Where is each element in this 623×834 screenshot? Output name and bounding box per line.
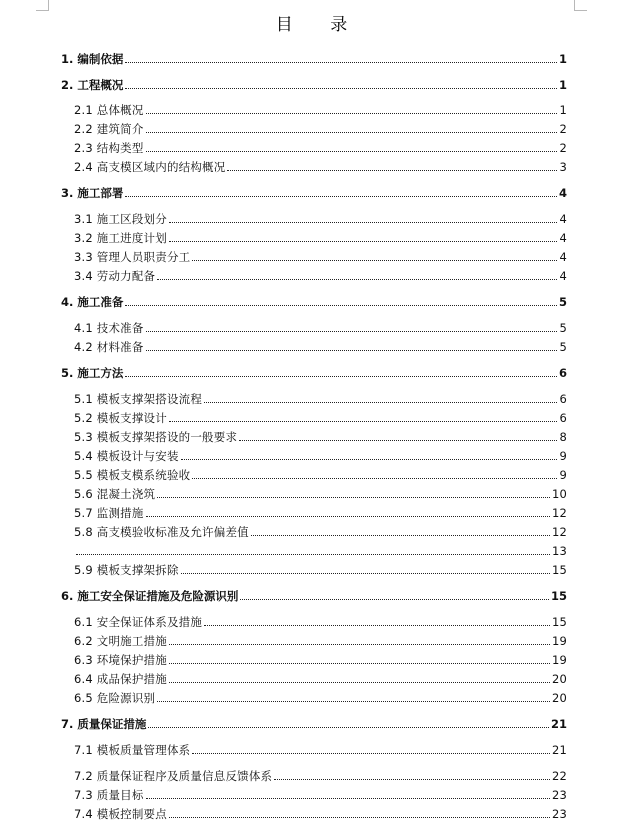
- toc-page-number: 13: [551, 544, 567, 558]
- toc-page-number: 20: [551, 672, 567, 686]
- dot-leader: [146, 330, 558, 332]
- toc-section-entry[interactable]: [61, 101, 567, 117]
- toc-page-number: 4: [558, 186, 567, 200]
- dot-leader: [169, 221, 558, 223]
- toc-entry-title: 2.4 高支模区域内的结构概况: [74, 160, 226, 174]
- toc-page-number: 12: [551, 506, 567, 520]
- toc-page-number: 15: [551, 563, 567, 577]
- dot-leader: [146, 131, 558, 133]
- toc-entry-title: 5.2 模板支撑设计: [74, 411, 167, 425]
- toc-chapter-entry[interactable]: [61, 715, 567, 731]
- dot-leader: [204, 401, 557, 403]
- toc-section-entry[interactable]: [61, 741, 567, 757]
- toc-page-number: 20: [551, 691, 567, 705]
- toc-page-number: 15: [551, 615, 567, 629]
- toc-entry-title: 3.3 管理人员职责分工: [74, 250, 191, 264]
- toc-section-entry[interactable]: [61, 139, 567, 155]
- dot-leader: [181, 458, 558, 460]
- toc-page-number: 9: [559, 449, 567, 463]
- toc-entry-title: 7.4 模板控制要点: [74, 807, 167, 821]
- dot-leader: [125, 304, 557, 306]
- dot-leader: [146, 797, 550, 799]
- toc-entry-title: 5.7 监测措施: [74, 506, 144, 520]
- toc-section-entry[interactable]: [61, 248, 567, 264]
- toc-section-entry[interactable]: [61, 523, 567, 539]
- toc-chapter-entry[interactable]: [61, 50, 567, 66]
- toc-page-number: 23: [551, 807, 567, 821]
- toc-entry-title: 4. 施工准备: [61, 295, 124, 309]
- toc-entry-title: 7.2 质量保证程序及质量信息反馈体系: [74, 769, 273, 783]
- toc-entry-title: 7.1 模板质量管理体系: [74, 743, 191, 757]
- dot-leader: [157, 496, 550, 498]
- toc-entry-title: 6.2 文明施工措施: [74, 634, 167, 648]
- toc-entry-title: 3.4 劳动力配备: [74, 269, 156, 283]
- toc-page-number: 19: [551, 634, 567, 648]
- toc-page-number: 6: [559, 392, 567, 406]
- toc-entry-title: 3.2 施工进度计划: [74, 231, 167, 245]
- toc-entry-title: 3. 施工部署: [61, 186, 124, 200]
- dot-leader: [125, 375, 557, 377]
- toc-entry-title: 3.1 施工区段划分: [74, 212, 167, 226]
- toc-page-number: 4: [559, 269, 567, 283]
- dot-leader: [76, 553, 550, 555]
- dot-leader: [240, 598, 549, 600]
- toc-section-entry[interactable]: [61, 542, 567, 558]
- toc-page-number: 4: [559, 212, 567, 226]
- toc-page-number: 1: [558, 78, 567, 92]
- toc-section-entry[interactable]: [61, 390, 567, 406]
- toc-entry-title: 4.1 技术准备: [74, 321, 144, 335]
- toc-entry-title: 7.3 质量目标: [74, 788, 144, 802]
- toc-page-number: 1: [559, 103, 567, 117]
- toc-entry-title: 5.8 高支模验收标准及允许偏差值: [74, 525, 249, 539]
- toc-entry-title: 2.2 建筑简介: [74, 122, 144, 136]
- toc-page-number: 19: [551, 653, 567, 667]
- toc-section-entry[interactable]: [61, 632, 567, 648]
- dot-leader: [169, 681, 550, 683]
- toc-section-entry[interactable]: [61, 210, 567, 226]
- toc-entry-title: 5.4 模板设计与安装: [74, 449, 179, 463]
- dot-leader: [146, 349, 558, 351]
- toc-section-entry[interactable]: [61, 670, 567, 686]
- toc-entry-title: 5.5 模板支模系统验收: [74, 468, 191, 482]
- toc-page-number: 12: [551, 525, 567, 539]
- toc-entry-title: 5.1 模板支撑架搭设流程: [74, 392, 203, 406]
- dot-leader: [157, 700, 550, 702]
- toc-page-number: 6: [559, 411, 567, 425]
- toc-section-entry[interactable]: [61, 651, 567, 667]
- toc-chapter-entry[interactable]: [61, 587, 567, 603]
- dot-leader: [169, 816, 550, 818]
- dot-leader: [157, 278, 557, 280]
- dot-leader: [204, 624, 550, 626]
- toc-chapter-entry[interactable]: [61, 76, 567, 92]
- toc-page-number: 2: [559, 122, 567, 136]
- toc-section-entry[interactable]: [61, 338, 567, 354]
- toc-entry-title: 5. 施工方法: [61, 366, 124, 380]
- dot-leader: [181, 572, 550, 574]
- toc-page-number: 2: [559, 141, 567, 155]
- toc-entry-title: 2.1 总体概况: [74, 103, 144, 117]
- toc-page-number: 22: [551, 769, 567, 783]
- toc-entry-title: 4.2 材料准备: [74, 340, 144, 354]
- toc-section-entry[interactable]: [61, 561, 567, 577]
- toc-entry-title: 5.9 模板支撑架拆除: [74, 563, 179, 577]
- toc-section-entry[interactable]: [61, 613, 567, 629]
- toc-section-entry[interactable]: [61, 689, 567, 705]
- page-title: 目 录: [275, 15, 364, 35]
- toc-section-entry[interactable]: [61, 319, 567, 335]
- toc-page-number: 8: [559, 430, 567, 444]
- dot-leader: [239, 439, 557, 441]
- toc-page-number: 6: [558, 366, 567, 380]
- toc-page-number: 9: [559, 468, 567, 482]
- toc-entry-title: 5.3 模板支撑架搭设的一般要求: [74, 430, 238, 444]
- dot-leader: [169, 240, 558, 242]
- toc-section-entry[interactable]: [61, 409, 567, 425]
- toc-section-entry[interactable]: [61, 466, 567, 482]
- toc-section-entry[interactable]: [61, 158, 567, 174]
- toc-section-entry[interactable]: [61, 229, 567, 245]
- toc-chapter-entry[interactable]: [61, 184, 567, 200]
- toc-page-number: 4: [559, 231, 567, 245]
- toc-section-entry[interactable]: [61, 120, 567, 136]
- toc-chapter-entry[interactable]: [61, 293, 567, 309]
- toc-section-entry[interactable]: [61, 428, 567, 444]
- toc-entry-title: 6.5 危险源识别: [74, 691, 156, 705]
- toc-section-entry[interactable]: [61, 485, 567, 501]
- dot-leader: [125, 61, 557, 63]
- dot-leader: [192, 752, 550, 754]
- toc-page-number: 5: [558, 295, 567, 309]
- toc-section-entry[interactable]: [61, 805, 567, 821]
- dot-leader: [251, 534, 550, 536]
- toc-page-number: 21: [551, 743, 567, 757]
- dot-leader: [192, 259, 557, 261]
- toc-page-number: 15: [550, 589, 567, 603]
- toc-section-entry[interactable]: [61, 786, 567, 802]
- toc-entry-title: 2. 工程概况: [61, 78, 124, 92]
- dot-leader: [169, 420, 558, 422]
- toc-page-number: 4: [559, 250, 567, 264]
- toc-page-number: 3: [559, 160, 567, 174]
- toc-page-number: 5: [559, 321, 567, 335]
- dot-leader: [146, 515, 550, 517]
- toc-entry-title: 7. 质量保证措施: [61, 717, 147, 731]
- toc-section-entry[interactable]: [61, 447, 567, 463]
- toc-section-entry[interactable]: [61, 767, 567, 783]
- dot-leader: [169, 643, 550, 645]
- toc-page-number: 23: [551, 788, 567, 802]
- dot-leader: [125, 195, 557, 197]
- toc-entry-title: 6.1 安全保证体系及措施: [74, 615, 203, 629]
- dot-leader: [274, 778, 550, 780]
- dot-leader: [227, 169, 557, 171]
- dot-leader: [125, 87, 557, 89]
- dot-leader: [148, 726, 549, 728]
- toc-page-number: 1: [558, 52, 567, 66]
- toc-entry-title: 6.3 环境保护措施: [74, 653, 167, 667]
- toc-entry-title: 6. 施工安全保证措施及危险源识别: [61, 589, 239, 603]
- dot-leader: [146, 150, 558, 152]
- toc-page-number: 10: [551, 487, 567, 501]
- dot-leader: [169, 662, 550, 664]
- toc-page-number: 5: [559, 340, 567, 354]
- toc-entry-title: 1. 编制依据: [61, 52, 124, 66]
- dot-leader: [192, 477, 557, 479]
- toc-section-entry[interactable]: [61, 267, 567, 283]
- toc-entry-title: 6.4 成品保护措施: [74, 672, 167, 686]
- toc-chapter-entry[interactable]: [61, 364, 567, 380]
- toc-section-entry[interactable]: [61, 504, 567, 520]
- toc-entry-title: 5.6 混凝土浇筑: [74, 487, 156, 501]
- toc-page-number: 21: [550, 717, 567, 731]
- dot-leader: [146, 112, 558, 114]
- toc-entry-title: 2.3 结构类型: [74, 141, 144, 155]
